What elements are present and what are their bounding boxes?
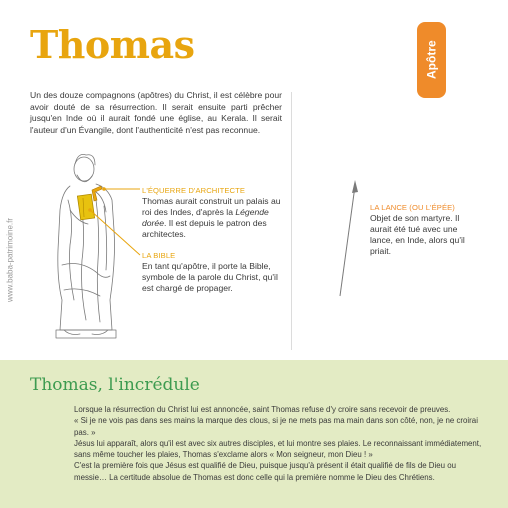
bible-label: LA BIBLE <box>142 251 176 260</box>
equerre-desc-em: Légende dorée <box>142 207 269 228</box>
lance-desc: Objet de son martyre. Il aurait été tué avec une lance, en Inde, alors qu'il priait. <box>370 213 465 256</box>
equerre-desc-before: Thomas aurait construit un palais au roi des Indes, d'après la <box>142 196 281 217</box>
footer-title: Thomas, l'incrédule <box>30 375 200 395</box>
footer-paragraph: « Si je ne vois pas dans ses mains la marque des clous, si je ne mets pas ma main dans son côté, non, je ne croirai pas. » <box>74 416 478 437</box>
footer-paragraph: C'est la première fois que Jésus est qualifié de Dieu, puisque jusqu'à présent il était qualifié de fils de Dieu ou messie… La certitude absolue de Thomas est donc celle qui la première nomme le Dieu des Chrétiens. <box>74 461 456 482</box>
equerre-label: L'ÉQUERRE D'ARCHITECTE <box>142 186 245 195</box>
equerre-desc-after: . Il est depuis le patron des architectes. <box>142 218 267 239</box>
bible-desc: En tant qu'apôtre, il porte la Bible, symbole de la parole du Christ, qu'il est chargé de propager. <box>142 261 278 293</box>
category-tab-label: Apôtre <box>424 40 439 80</box>
lance-label: LA LANCE (OU L'ÉPÉE) <box>370 203 455 212</box>
intro-paragraph: Un des douze compagnons (apôtres) du Christ, il est célèbre pour avoir douté de sa résurrection. Il serait ensuite parti prêcher jusqu'en Inde où il aurait fondé une église, au Kerala. Il serait l'auteur d'un Évangile, dont l'authenticité n'est pas reconnue. <box>30 90 282 135</box>
page-title: Thomas <box>30 22 195 67</box>
equerre-desc <box>142 196 292 240</box>
side-url: www.baba-patrimoine.fr <box>5 217 15 303</box>
footer-paragraph: Lorsque la résurrection du Christ lui est annoncée, saint Thomas refuse d'y croire sans recevoir de preuves. <box>74 405 451 414</box>
footer-body <box>74 404 482 483</box>
footer-paragraph: Jésus lui apparaît, alors qu'il est avec six autres disciples, et lui montre ses plaies. Le reconnaissant immédiatement, sans même toucher les plaies, Thomas s'exclame alors « Mon seigneur, mon Dieu ! » <box>74 438 482 460</box>
